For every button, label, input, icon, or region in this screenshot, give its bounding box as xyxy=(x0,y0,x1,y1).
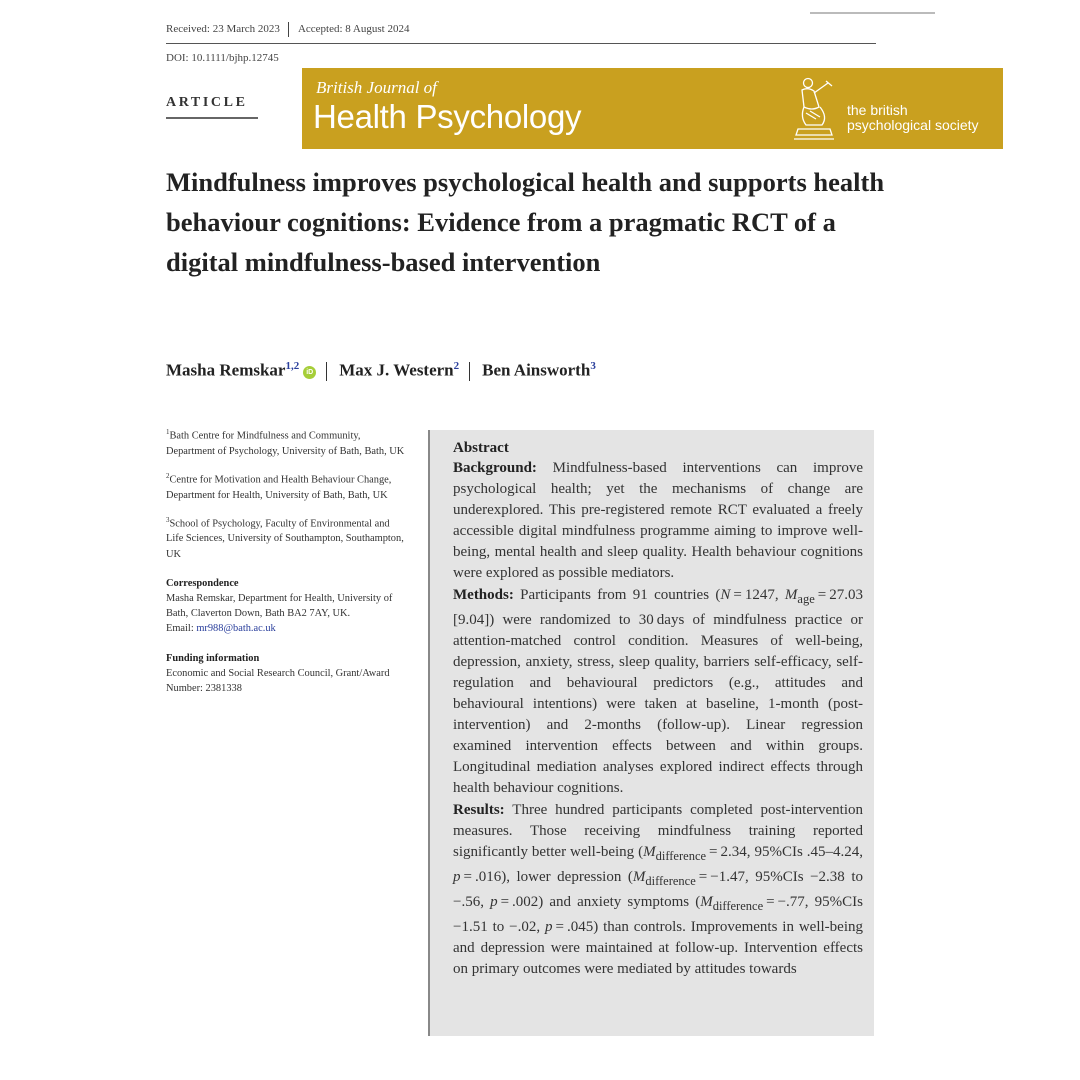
article-title: Mindfulness improves psychological health and supports health behaviour cognitions: Evidence from a pragmatic RCT of a digital mindfulness-based intervention xyxy=(166,167,885,277)
affiliation-text: Centre for Motivation and Health Behaviour Change, Department for Health, University of Bath, Bath, UK xyxy=(166,474,392,501)
correspondence-heading: Correspondence xyxy=(166,577,239,589)
funding-text: Economic and Social Research Council, Grant/Award Number: 2381338 xyxy=(166,667,390,695)
abstract-heading: Abstract xyxy=(453,440,509,456)
m-symbol: M xyxy=(643,843,656,860)
author-name[interactable]: Ben Ainsworth xyxy=(482,360,591,380)
author-name[interactable]: Max J. Western xyxy=(339,360,454,380)
journal-banner xyxy=(302,68,1003,149)
author-affil: 1,2 xyxy=(285,360,300,372)
abstract-methods xyxy=(453,585,863,800)
p-symbol: p xyxy=(490,893,498,910)
results-text: = −.77, 95%CIs −1.51 to −.02, xyxy=(453,893,863,935)
header-rule xyxy=(166,43,876,44)
affiliation-number: 2 xyxy=(166,471,170,480)
affiliation xyxy=(166,513,406,562)
background-label: Background: xyxy=(453,460,537,476)
author-list xyxy=(166,360,596,381)
affiliation xyxy=(166,469,406,503)
author-affil: 3 xyxy=(590,360,596,372)
background-text: Mindfulness-based interventions can improve psychological health; yet the mechanisms of change are underexplored. This pre-registered remote RCT evaluated a freely accessible digital mindfulness programme aiming to improve well-being, mental health and sleep quality. Health behaviour cognitions were explored as possible mediators. xyxy=(453,460,863,582)
funding-heading: Funding information xyxy=(166,652,260,664)
m-subscript: difference xyxy=(645,873,696,888)
top-rule xyxy=(810,12,935,14)
methods-text: = 1247, xyxy=(730,586,785,603)
methods-label: Methods: xyxy=(453,586,514,603)
affiliation xyxy=(166,425,406,459)
affiliation-text: School of Psychology, Faculty of Environmental and Life Sciences, University of Southampton, Southampton, UK xyxy=(166,518,404,560)
received-date: Received: 23 March 2023 xyxy=(166,23,280,36)
abstract-background xyxy=(453,458,863,585)
bps-logo-icon xyxy=(786,73,842,143)
journal-name-line1: British Journal of xyxy=(316,78,437,97)
doi[interactable]: DOI: 10.1111/bjhp.12745 xyxy=(166,52,279,64)
results-text: = .002) and anxiety symptoms ( xyxy=(497,893,701,910)
methods-m-symbol: M xyxy=(784,586,798,603)
methods-text: = 27.03 [9.04]) were randomized to 30 days of mindfulness practice or attention-matched control condition. Measures of well-being, depression, anxiety, stress, sleep quality, barriers self-efficacy, self-regulation and behavioural predictors (e.g., attitudes and behavioural intentions) were taken at baseline, 1-month (post-intervention) and 2-months (follow-up). Linear regression examined intervention effects between and within groups. Longitudinal mediation analyses explored indirect effects through health behaviour cognitions. xyxy=(453,586,863,797)
society-name-line1: the british xyxy=(847,102,908,118)
m-symbol: M xyxy=(700,893,713,910)
affiliation-text: Bath Centre for Mindfulness and Community, Department of Psychology, University of Bath, Bath, UK xyxy=(166,430,405,457)
results-text: Three hundred participants completed post-intervention measures. Those receiving mindfulness training reported significantly better well-being ( xyxy=(453,801,863,860)
article-underline xyxy=(166,117,258,119)
correspondence-address: Masha Remskar, Department for Health, University of Bath, Claverton Down, Bath BA2 7AY, UK. xyxy=(166,593,393,620)
accepted-date: Accepted: 8 August 2024 xyxy=(297,23,410,36)
results-text: = .045) than controls. Improvements in well-being and depression were maintained at follow-up. Intervention effects on primary outcomes were mediated by attitudes towards xyxy=(453,918,863,978)
affiliation-number: 1 xyxy=(166,428,170,436)
dates-line xyxy=(166,22,409,37)
date-separator xyxy=(288,22,289,37)
methods-n-symbol: N xyxy=(720,586,731,603)
results-label: Results: xyxy=(453,801,505,818)
sidebar-metadata xyxy=(166,425,406,706)
results-text: = 2.34, 95%CIs .45–4.24, xyxy=(706,843,863,860)
author-separator xyxy=(326,362,327,381)
society-name-line2: psychological society xyxy=(847,117,979,133)
m-subscript: difference xyxy=(655,848,707,863)
results-text: = −1.47, 95%CIs −2.38 to −.56, xyxy=(453,868,863,910)
email-link[interactable]: mr988@bath.ac.uk xyxy=(196,623,276,635)
affiliation-number: 3 xyxy=(166,515,170,524)
society-name xyxy=(847,103,979,133)
methods-subscript: age xyxy=(797,591,815,606)
abstract-box xyxy=(428,430,874,1036)
author-name[interactable]: Masha Remskar xyxy=(166,360,286,380)
orcid-icon[interactable]: iD xyxy=(303,366,316,379)
journal-name-line2: Health Psychology xyxy=(313,98,582,135)
article-type-label: ARTICLE xyxy=(166,95,248,110)
results-text: = .016), lower depression ( xyxy=(460,868,633,885)
m-symbol: M xyxy=(632,868,646,885)
m-subscript: difference xyxy=(712,898,764,913)
p-symbol: p xyxy=(545,918,553,935)
methods-text: Participants from 91 countries ( xyxy=(513,586,721,603)
correspondence-text xyxy=(166,591,406,637)
author-affil: 2 xyxy=(453,360,460,372)
author-separator xyxy=(469,362,470,381)
abstract-results xyxy=(453,800,863,981)
email-label: Email: xyxy=(166,623,197,635)
p-symbol: p xyxy=(453,868,461,885)
